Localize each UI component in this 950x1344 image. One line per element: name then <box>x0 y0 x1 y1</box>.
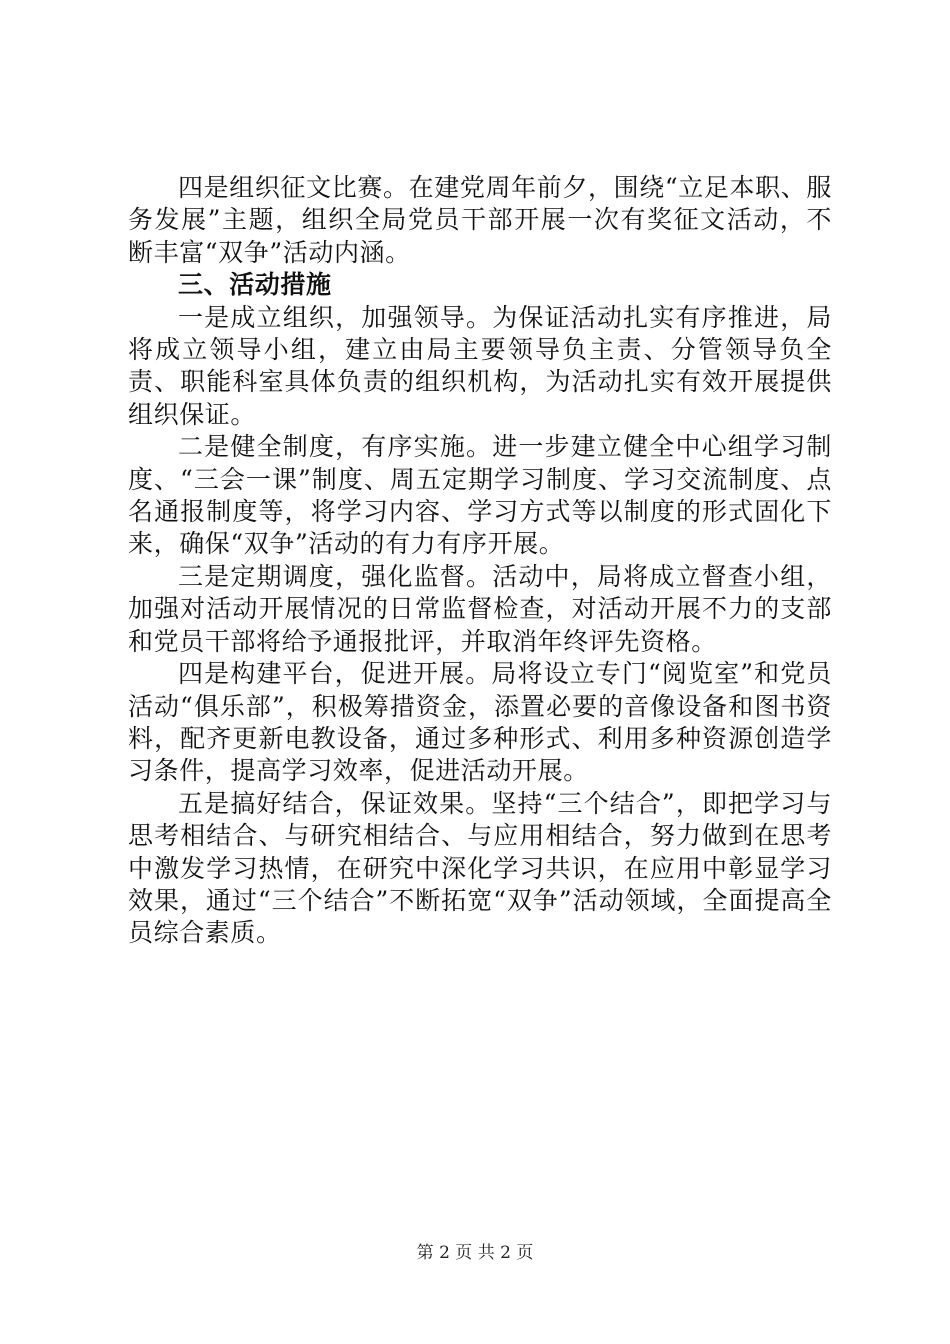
section-heading-measures: 三、活动措施 <box>178 270 332 300</box>
paragraph-combination: 五是搞好结合，保证效果。坚持“三个结合”，即把学习与思考相结合、与研究相结合、与应用相结合，努力做到在思考中激发学习热情，在研究中深化学习共识，在应用中彰显学习效果，通过“三个结合”不断拓宽“双争”活动领域，全面提高全员综合素质。 <box>128 788 832 948</box>
page-number-footer: 第 2 页 共 2 页 <box>416 1243 534 1263</box>
paragraph-platform: 四是构建平台，促进开展。局将设立专门“阅览室”和党员活动“俱乐部”，积极筹措资金，添置必要的音像设备和图书资料，配齐更新电教设备，通过多种形式、利用多种资源创造学习条件，提高学习效率，促进活动开展。 <box>128 659 832 786</box>
paragraph-supervision: 三是定期调度，强化监督。活动中，局将成立督查小组，加强对活动开展情况的日常监督检查，对活动开展不力的支部和党员干部将给予通报批评，并取消年终评先资格。 <box>128 561 832 656</box>
paragraph-essay-contest: 四是组织征文比赛。在建党周年前夕，围绕“立足本职、服务发展”主题，组织全局党员干部开展一次有奖征文活动，不断丰富“双争”活动内涵。 <box>128 173 832 267</box>
paragraph-organization: 一是成立组织，加强领导。为保证活动扎实有序推进，局将成立领导小组，建立由局主要领导负主责、分管领导负全责、职能科室具体负责的组织机构，为活动扎实有效开展提供组织保证。 <box>128 302 832 429</box>
document-body <box>128 172 832 950</box>
paragraph-system: 二是健全制度，有序实施。进一步建立健全中心组学习制度、“三会一课”制度、周五定期学习制度、学习交流制度、点名通报制度等，将学习内容、学习方式等以制度的形式固化下来，确保“双争”活动的有力有序开展。 <box>128 432 832 559</box>
